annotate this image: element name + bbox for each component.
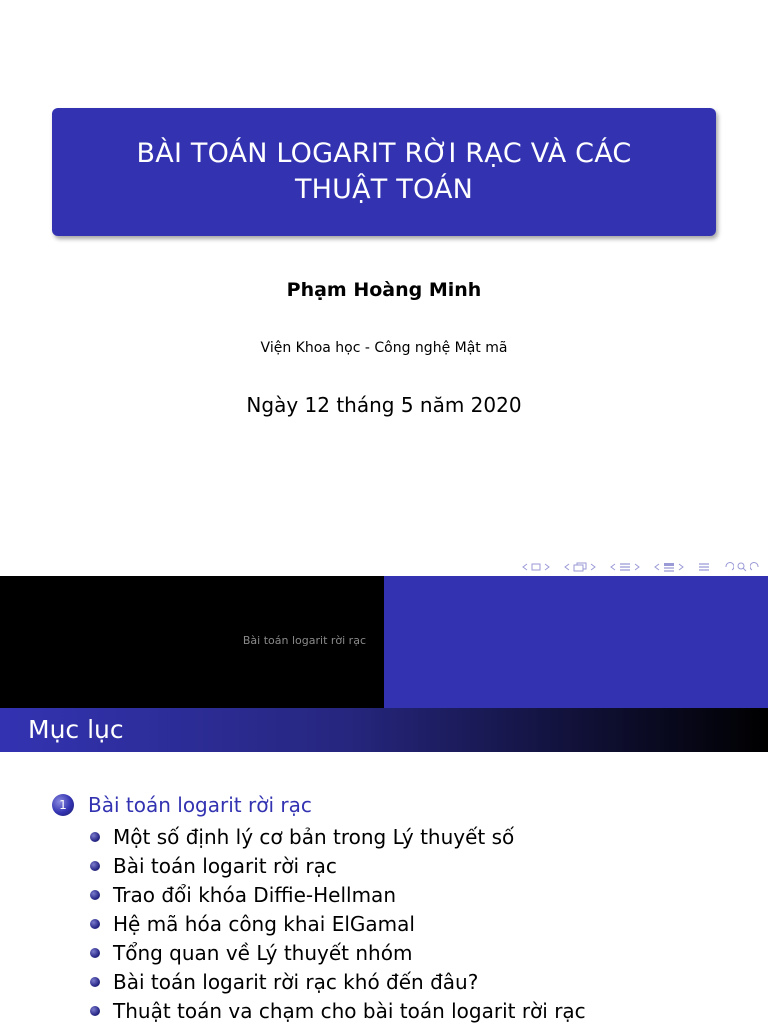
- arrow-right-icon[interactable]: [590, 563, 596, 571]
- frame-nav[interactable]: [522, 563, 550, 571]
- navigation-bar: [522, 560, 760, 574]
- toc-subsection-item[interactable]: [90, 909, 586, 938]
- section-nav[interactable]: [610, 562, 640, 572]
- frame-title: Mục lục: [28, 715, 124, 744]
- subsection-label[interactable]: Bài toán logarit rời rạc: [113, 853, 337, 878]
- toc-subsection-item[interactable]: [90, 851, 586, 880]
- toc-subsection-item[interactable]: [90, 938, 586, 967]
- frame-icon[interactable]: [531, 563, 541, 571]
- title-box: [52, 108, 716, 236]
- bullet-icon: [90, 1006, 100, 1016]
- subsection-label[interactable]: Một số định lý cơ bản trong Lý thuyết số: [113, 824, 515, 849]
- subsection-label[interactable]: Hệ mã hóa công khai ElGamal: [113, 911, 415, 936]
- arrow-right-icon[interactable]: [544, 563, 550, 571]
- arrow-right-icon[interactable]: [678, 563, 684, 571]
- arrow-left-icon[interactable]: [654, 563, 660, 571]
- subsection-label[interactable]: Bài toán logarit rời rạc khó đến đâu?: [113, 969, 479, 994]
- search-nav[interactable]: [724, 562, 760, 572]
- author-name: Phạm Hoàng Minh: [286, 279, 482, 301]
- stacked-frames-icon[interactable]: [573, 562, 587, 572]
- toc-icon[interactable]: [698, 562, 710, 572]
- institute: Viện Khoa học - Công nghệ Mật mã: [260, 340, 508, 356]
- headline-section-bar: [0, 576, 384, 708]
- undo-icon[interactable]: [724, 562, 734, 572]
- toc-section-1[interactable]: [52, 793, 312, 817]
- title-line-2: THUẬT TOÁN: [294, 174, 474, 205]
- bullet-icon: [90, 890, 100, 900]
- section-lines-icon[interactable]: [619, 562, 631, 572]
- subsection-label[interactable]: Thuật toán va chạm cho bài toán logarit rời rạc: [113, 998, 586, 1023]
- bullet-icon: [90, 977, 100, 987]
- subsection-label[interactable]: Trao đổi khóa Diffie-Hellman: [113, 882, 396, 907]
- zoom-icon[interactable]: [737, 562, 747, 572]
- arrow-left-icon[interactable]: [522, 563, 528, 571]
- frame-title-bar: [0, 708, 768, 752]
- bullet-icon: [90, 948, 100, 958]
- subsection-label[interactable]: Tổng quan về Lý thuyết nhóm: [113, 940, 413, 965]
- subsection-nav[interactable]: [564, 562, 596, 572]
- bullet-icon: [90, 861, 100, 871]
- section-number-ball: 1: [52, 794, 74, 816]
- toc-subsections: [90, 822, 586, 1024]
- headline-subsection-bar: [384, 576, 768, 708]
- toc-slide: [0, 576, 768, 1024]
- presentation-nav[interactable]: [654, 562, 684, 572]
- presentation-lines-icon[interactable]: [663, 562, 675, 572]
- presentation-date: Ngày 12 tháng 5 năm 2020: [246, 393, 522, 417]
- toc-subsection-item[interactable]: [90, 822, 586, 851]
- title-line-1: BÀI TOÁN LOGARIT RỜI RẠC VÀ CÁC: [136, 138, 632, 169]
- section-label[interactable]: Bài toán logarit rời rạc: [88, 793, 312, 817]
- headline-section-title[interactable]: Bài toán logarit rời rạc: [242, 634, 366, 647]
- toc-subsection-item[interactable]: [90, 880, 586, 909]
- bullet-icon: [90, 919, 100, 929]
- arrow-left-icon[interactable]: [564, 563, 570, 571]
- arrow-left-icon[interactable]: [610, 563, 616, 571]
- toc-subsection-item[interactable]: [90, 996, 586, 1024]
- toc-subsection-item[interactable]: [90, 967, 586, 996]
- bullet-icon: [90, 832, 100, 842]
- redo-icon[interactable]: [750, 562, 760, 572]
- arrow-right-icon[interactable]: [634, 563, 640, 571]
